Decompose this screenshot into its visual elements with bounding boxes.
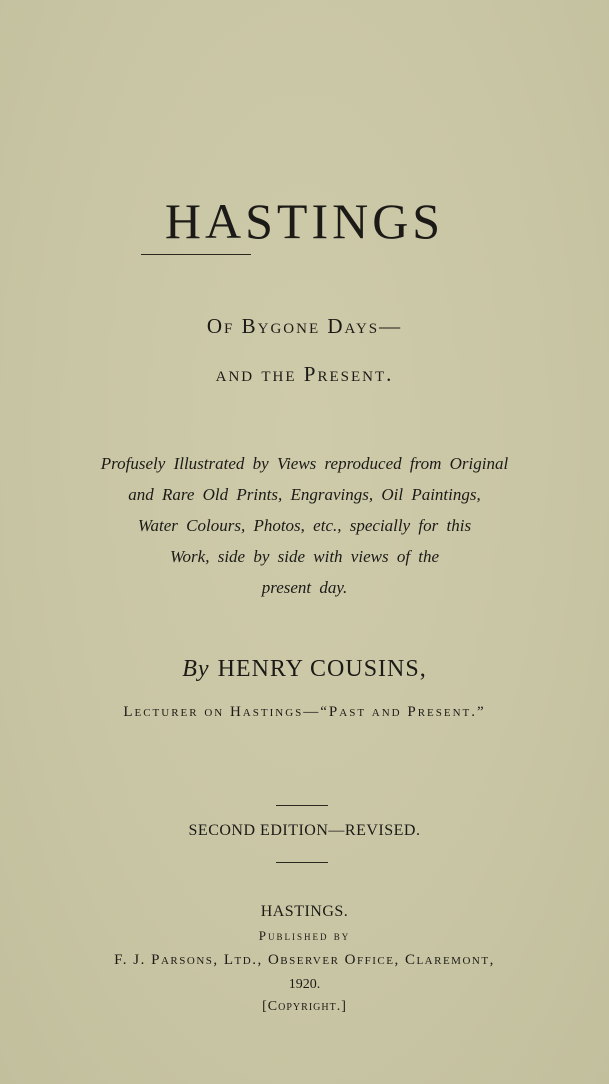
description-line: Work, side by side with views of the [169, 547, 440, 566]
imprint-copyright: [Copyright.] [262, 999, 347, 1014]
divider-top [276, 805, 328, 806]
book-title: HASTINGS [164, 193, 445, 249]
description [30, 448, 579, 603]
author-by: By [182, 656, 210, 682]
description-line: Profusely Illustrated by Views reproduced from Original [100, 454, 509, 473]
subtitle-line-1: Of Bygone Days— [206, 314, 403, 338]
author-name: HENRY COUSINS, [217, 656, 427, 682]
subtitle-line-2: and the Present. [215, 362, 394, 386]
description-line: and Rare Old Prints, Engravings, Oil Paintings, [128, 485, 481, 504]
author-line [0, 656, 609, 683]
author-credential: Lecturer on Hastings—“Past and Present.” [123, 704, 486, 720]
description-line: Water Colours, Photos, etc., specially for this [137, 516, 472, 535]
description-line: present day. [261, 578, 348, 597]
imprint-published-by: Published by [258, 928, 351, 943]
title-underline [141, 254, 251, 255]
imprint-year: 1920. [288, 977, 321, 992]
imprint-publisher: F. J. Parsons, Ltd., Observer Office, Claremont, [114, 952, 495, 968]
divider-bottom [276, 862, 328, 863]
edition-statement: SECOND EDITION—REVISED. [188, 822, 421, 839]
imprint-city: HASTINGS. [260, 903, 349, 920]
